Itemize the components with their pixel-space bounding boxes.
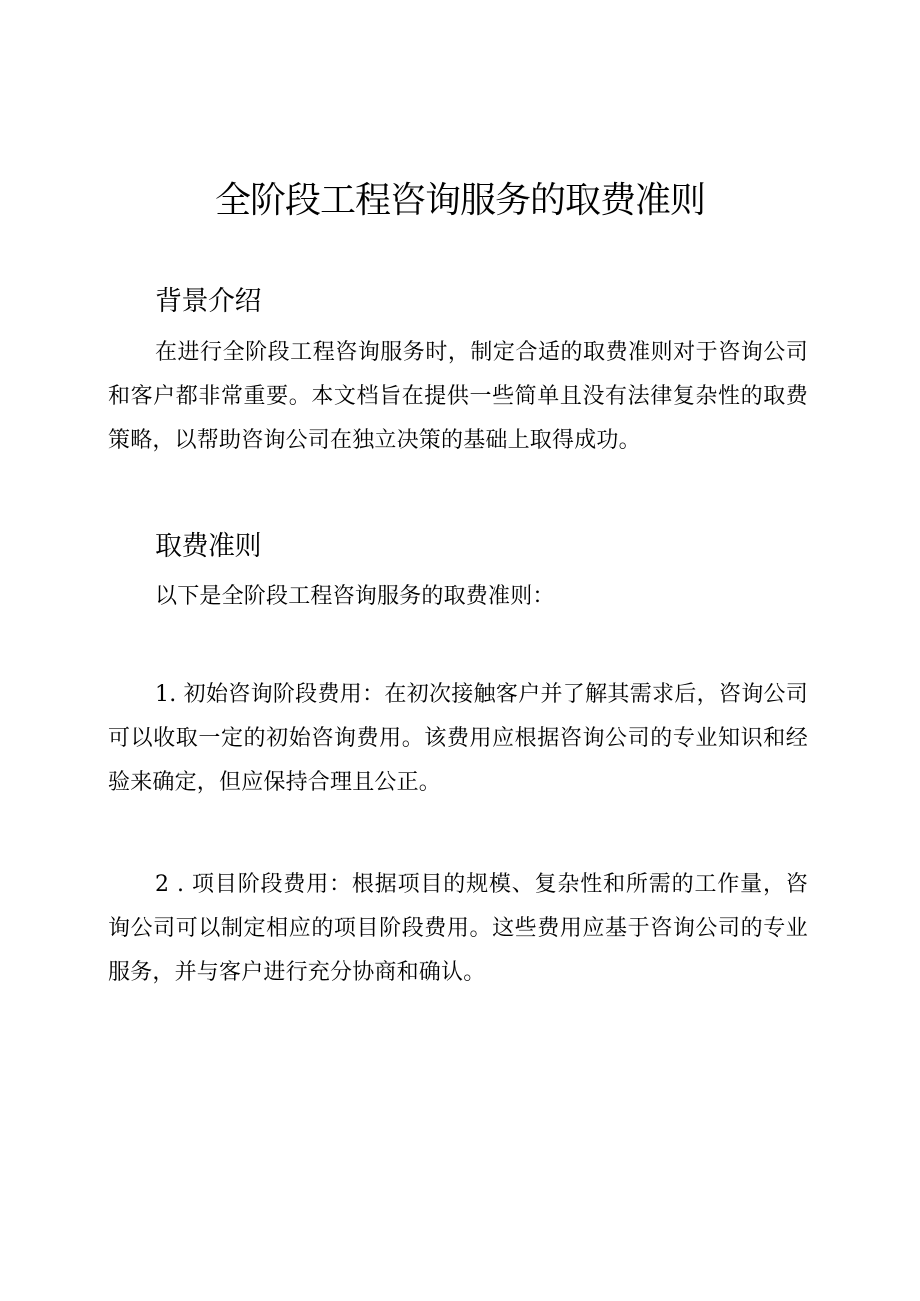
section-heading-fee-rules: 取费准则 <box>155 531 261 562</box>
paragraph-fee-rules-lead: 以下是全阶段工程咨询服务的取费准则： <box>155 584 555 609</box>
paragraph-background-intro: 在进行全阶段工程咨询服务时，制定合适的取费准则对于咨询公司和客户都非常重要。本文档旨在提供一些简单且没有法律复杂性的取费策略，以帮助咨询公司在独立决策的基础上取得成功。 <box>108 340 808 453</box>
section-heading-background: 背景介绍 <box>155 286 261 317</box>
document-title: 全阶段工程咨询服务的取费准则 <box>214 180 705 221</box>
paragraph-rule-project-stage: 2 . 项目阶段费用：根据项目的规模、复杂性和所需的工作量，咨询公司可以制定相应的项目阶段费用。这些费用应基于咨询公司的专业服务，并与客户进行充分协商和确认。 <box>108 872 808 985</box>
paragraph-rule-initial-consulting: 1. 初始咨询阶段费用：在初次接触客户并了解其需求后，咨询公司可以收取一定的初始咨询费用。该费用应根据咨询公司的专业知识和经验来确定，但应保持合理且公正。 <box>108 682 808 795</box>
